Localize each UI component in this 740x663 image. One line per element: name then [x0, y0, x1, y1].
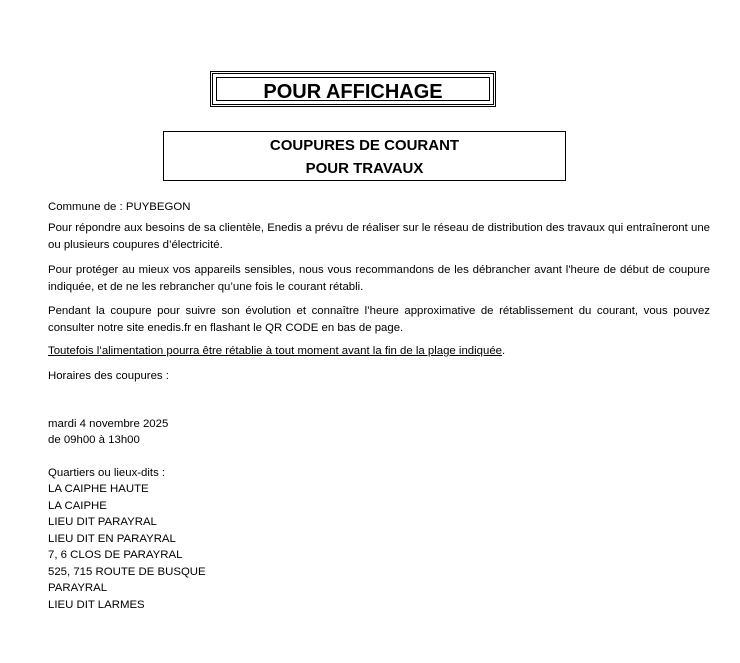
quartiers-label: Quartiers ou lieux-dits : [48, 467, 166, 479]
paragraph-tracking: Pendant la coupure pour suivre son évolution et connaître l’heure approximative de rétablissement du courant, vous pouvez consulter notre site enedis.fr en flashant le QR CODE en bas de page. [48, 305, 710, 334]
notice-line [48, 343, 710, 360]
subtitle-box [163, 131, 566, 181]
paragraph-protection: Pour protéger au mieux vos appareils sensibles, nous vous recommandons de les débrancher avant l'heure de début de coupure indiquée, et de ne les rebrancher qu’une fois le courant rétabli. [48, 264, 710, 293]
title-box [210, 71, 496, 107]
page-title: POUR AFFICHAGE [263, 81, 443, 103]
commune-line: Commune de : PUYBEGON [48, 201, 191, 213]
horaires-label: Horaires des coupures : [48, 370, 169, 382]
subtitle-line-2: POUR TRAVAUX [305, 160, 424, 177]
paragraph-intro: Pour répondre aux besoins de sa clientèle, Enedis a prévu de réaliser sur le réseau de distribution des travaux qui entraîneront une ou plusieurs coupures d’électricité. [48, 222, 710, 251]
location-item: LIEU DIT EN PARAYRAL [48, 532, 176, 545]
location-item: LA CAIPHE HAUTE [48, 483, 149, 495]
location-item: 7, 6 CLOS DE PARAYRAL [48, 549, 183, 561]
locations-list [48, 481, 710, 613]
location-item: LIEU DIT LARMES [48, 598, 145, 611]
subtitle-line-1: COUPURES DE COURANT [269, 137, 460, 154]
location-item: LIEU DIT PARAYRAL [48, 516, 157, 528]
location-item: PARAYRAL [48, 582, 108, 594]
location-item: 525, 715 ROUTE DE BUSQUE [48, 565, 206, 578]
notice-underlined-text: Toutefois l’alimentation pourra être rétablie à tout moment avant la fin de la plage indiquée [48, 345, 503, 357]
notice-period: . [502, 345, 506, 357]
outage-time-range: de 09h00 à 13h00 [48, 434, 140, 446]
location-item: LA CAIPHE [48, 499, 107, 512]
outage-date: mardi 4 novembre 2025 [48, 418, 169, 430]
